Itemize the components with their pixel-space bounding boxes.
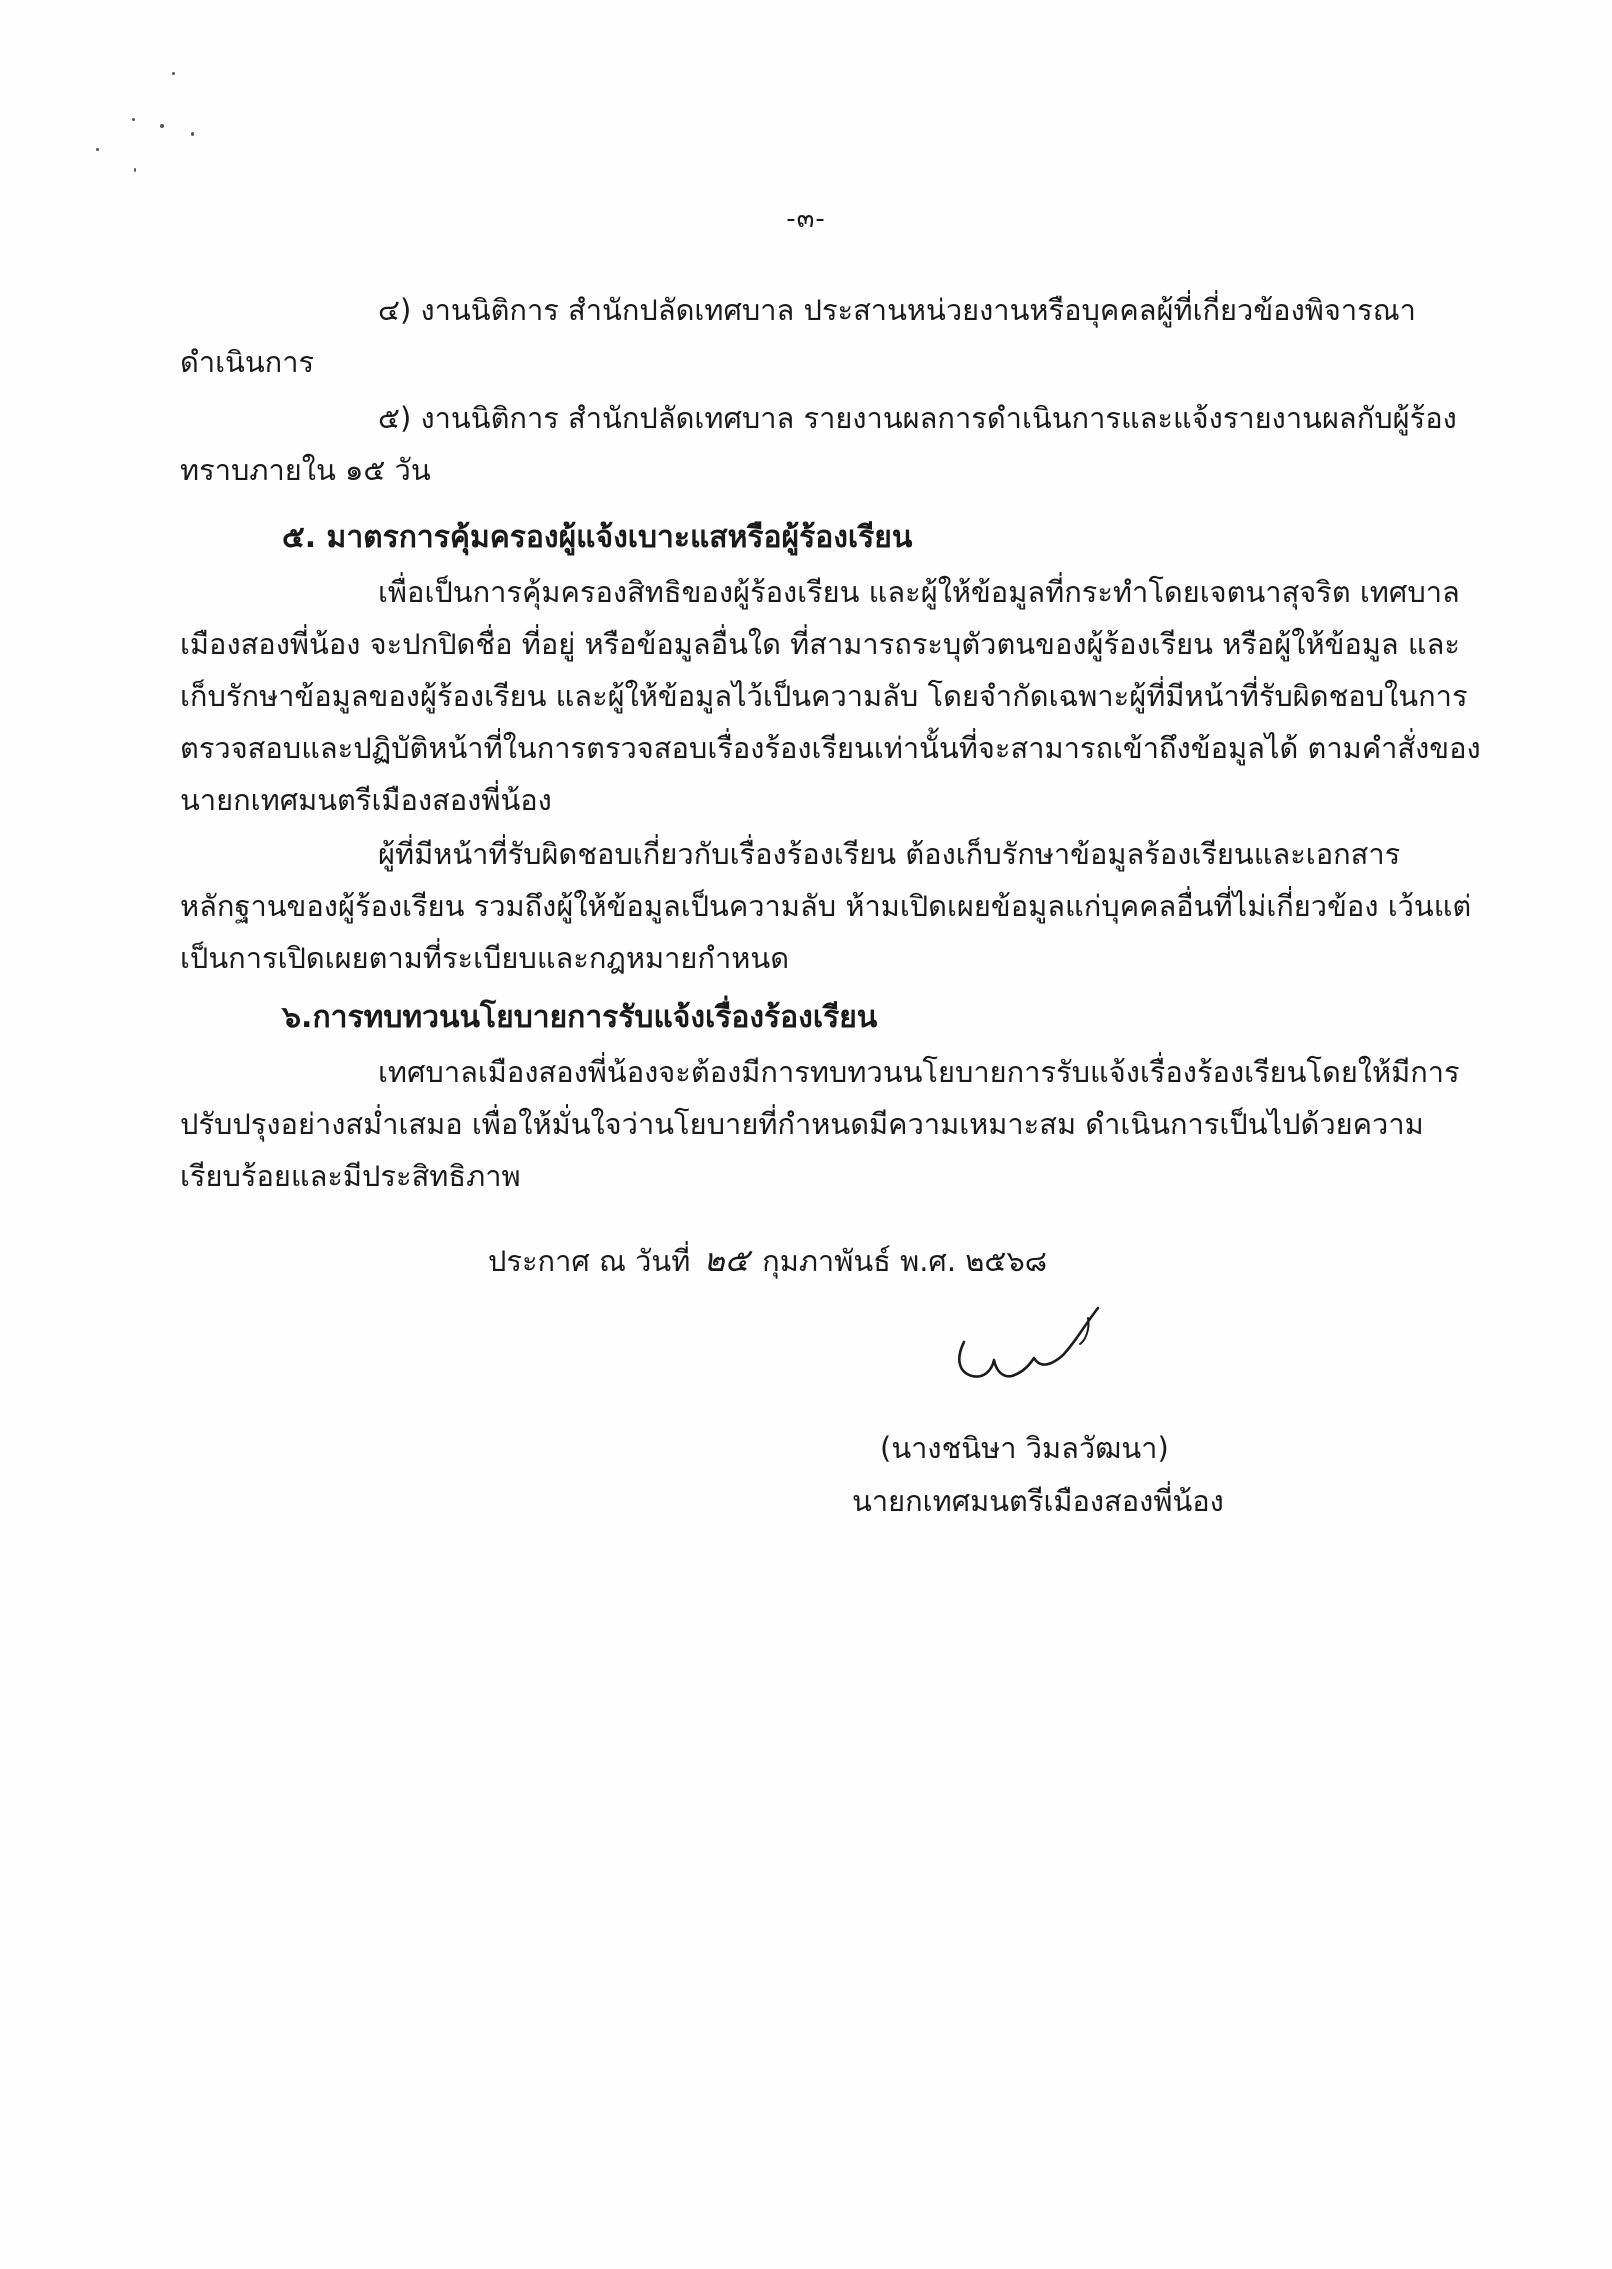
scan-speck	[96, 148, 99, 151]
section-5-paragraph-2-line-1: ผู้ที่มีหน้าที่รับผิดชอบเกี่ยวกับเรื่องร้องเรียน ต้องเก็บรักษาข้อมูลร้องเรียนและเอกสาร	[378, 837, 1401, 871]
scan-speck	[191, 132, 194, 136]
section-6-paragraph-line-1: เทศบาลเมืองสองพี่น้องจะต้องมีการทบทวนนโยบายการรับแจ้งเรื่องร้องเรียนโดยให้มีการ	[378, 1055, 1460, 1089]
section-5-paragraph-2-line-3: เป็นการเปิดเผยตามที่ระเบียบและกฎหมายกำหนด	[180, 941, 790, 975]
section-5-paragraph-1-line-3: เก็บรักษาข้อมูลของผู้ร้องเรียน และผู้ให้ข้อมูลไว้เป็นความลับ โดยจำกัดเฉพาะผู้ที่มีหน้าที่รับผิดชอบในการ	[180, 679, 1468, 713]
announcement-date	[488, 1240, 1047, 1281]
item-4-line-2: ดำเนินการ	[180, 345, 315, 379]
page-number: -๓-	[786, 204, 826, 234]
signatory-name: (นางชนิษา วิมลวัฒนา)	[880, 1431, 1169, 1465]
section-6-heading: ๖.การทบทวนนโยบายการรับแจ้งเรื่องร้องเรียน	[282, 1000, 878, 1035]
section-5-paragraph-1-line-4: ตรวจสอบและปฏิบัติหน้าที่ในการตรวจสอบเรื่องร้องเรียนเท่านั้นที่จะสามารถเข้าถึงข้อมูลได้ ตามคำสั่งของ	[180, 731, 1481, 765]
section-5-paragraph-1-line-1: เพื่อเป็นการคุ้มครองสิทธิของผู้ร้องเรียน และผู้ให้ข้อมูลที่กระทำโดยเจตนาสุจริต เทศบาล	[378, 575, 1460, 609]
signatory-title: นายกเทศมนตรีเมืองสองพี่น้อง	[852, 1484, 1224, 1518]
scan-speck	[132, 118, 135, 121]
section-5-paragraph-1-line-2: เมืองสองพี่น้อง จะปกปิดชื่อ ที่อยู่ หรือข้อมูลอื่นใด ที่สามารถระบุตัวตนของผู้ร้องเรียน หรือผู้ให้ข้อมูล และ	[180, 627, 1460, 661]
item-5-line-1: ๕) งานนิติการ สำนักปลัดเทศบาล รายงานผลการดำเนินการและแจ้งรายงานผลกับผู้ร้อง	[378, 401, 1457, 435]
item-4-line-1: ๔) งานนิติการ สำนักปลัดเทศบาล ประสานหน่วยงานหรือบุคคลผู้ที่เกี่ยวข้องพิจารณา	[378, 293, 1416, 327]
item-5-line-2: ทราบภายใน ๑๕ วัน	[180, 453, 431, 487]
scan-speck	[160, 124, 164, 128]
scan-speck	[134, 168, 136, 172]
scan-speck	[172, 72, 175, 75]
announcement-day: ๒๕	[703, 1241, 749, 1279]
handwritten-signature	[950, 1300, 1120, 1410]
section-5-heading: ๕. มาตรการคุ้มครองผู้แจ้งเบาะแสหรือผู้ร้องเรียน	[282, 520, 913, 555]
section-6-paragraph-line-2: ปรับปรุงอย่างสม่ำเสมอ เพื่อให้มั่นใจว่านโยบายที่กำหนดมีความเหมาะสม ดำเนินการเป็นไปด้วยความ	[180, 1107, 1424, 1141]
section-6-paragraph-line-3: เรียบร้อยและมีประสิทธิภาพ	[180, 1159, 521, 1193]
section-5-paragraph-2-line-2: หลักฐานของผู้ร้องเรียน รวมถึงผู้ให้ข้อมูลเป็นความลับ ห้ามเปิดเผยข้อมูลแก่บุคคลอื่นที่ไม่เกี่ยวข้อง เว้นแต่	[180, 889, 1472, 923]
section-5-paragraph-1-line-5: นายกเทศมนตรีเมืองสองพี่น้อง	[180, 783, 552, 817]
announcement-prefix: ประกาศ ณ วันที่	[488, 1244, 691, 1278]
announcement-month-year: กุมภาพันธ์ พ.ศ. ๒๕๖๘	[762, 1244, 1048, 1278]
